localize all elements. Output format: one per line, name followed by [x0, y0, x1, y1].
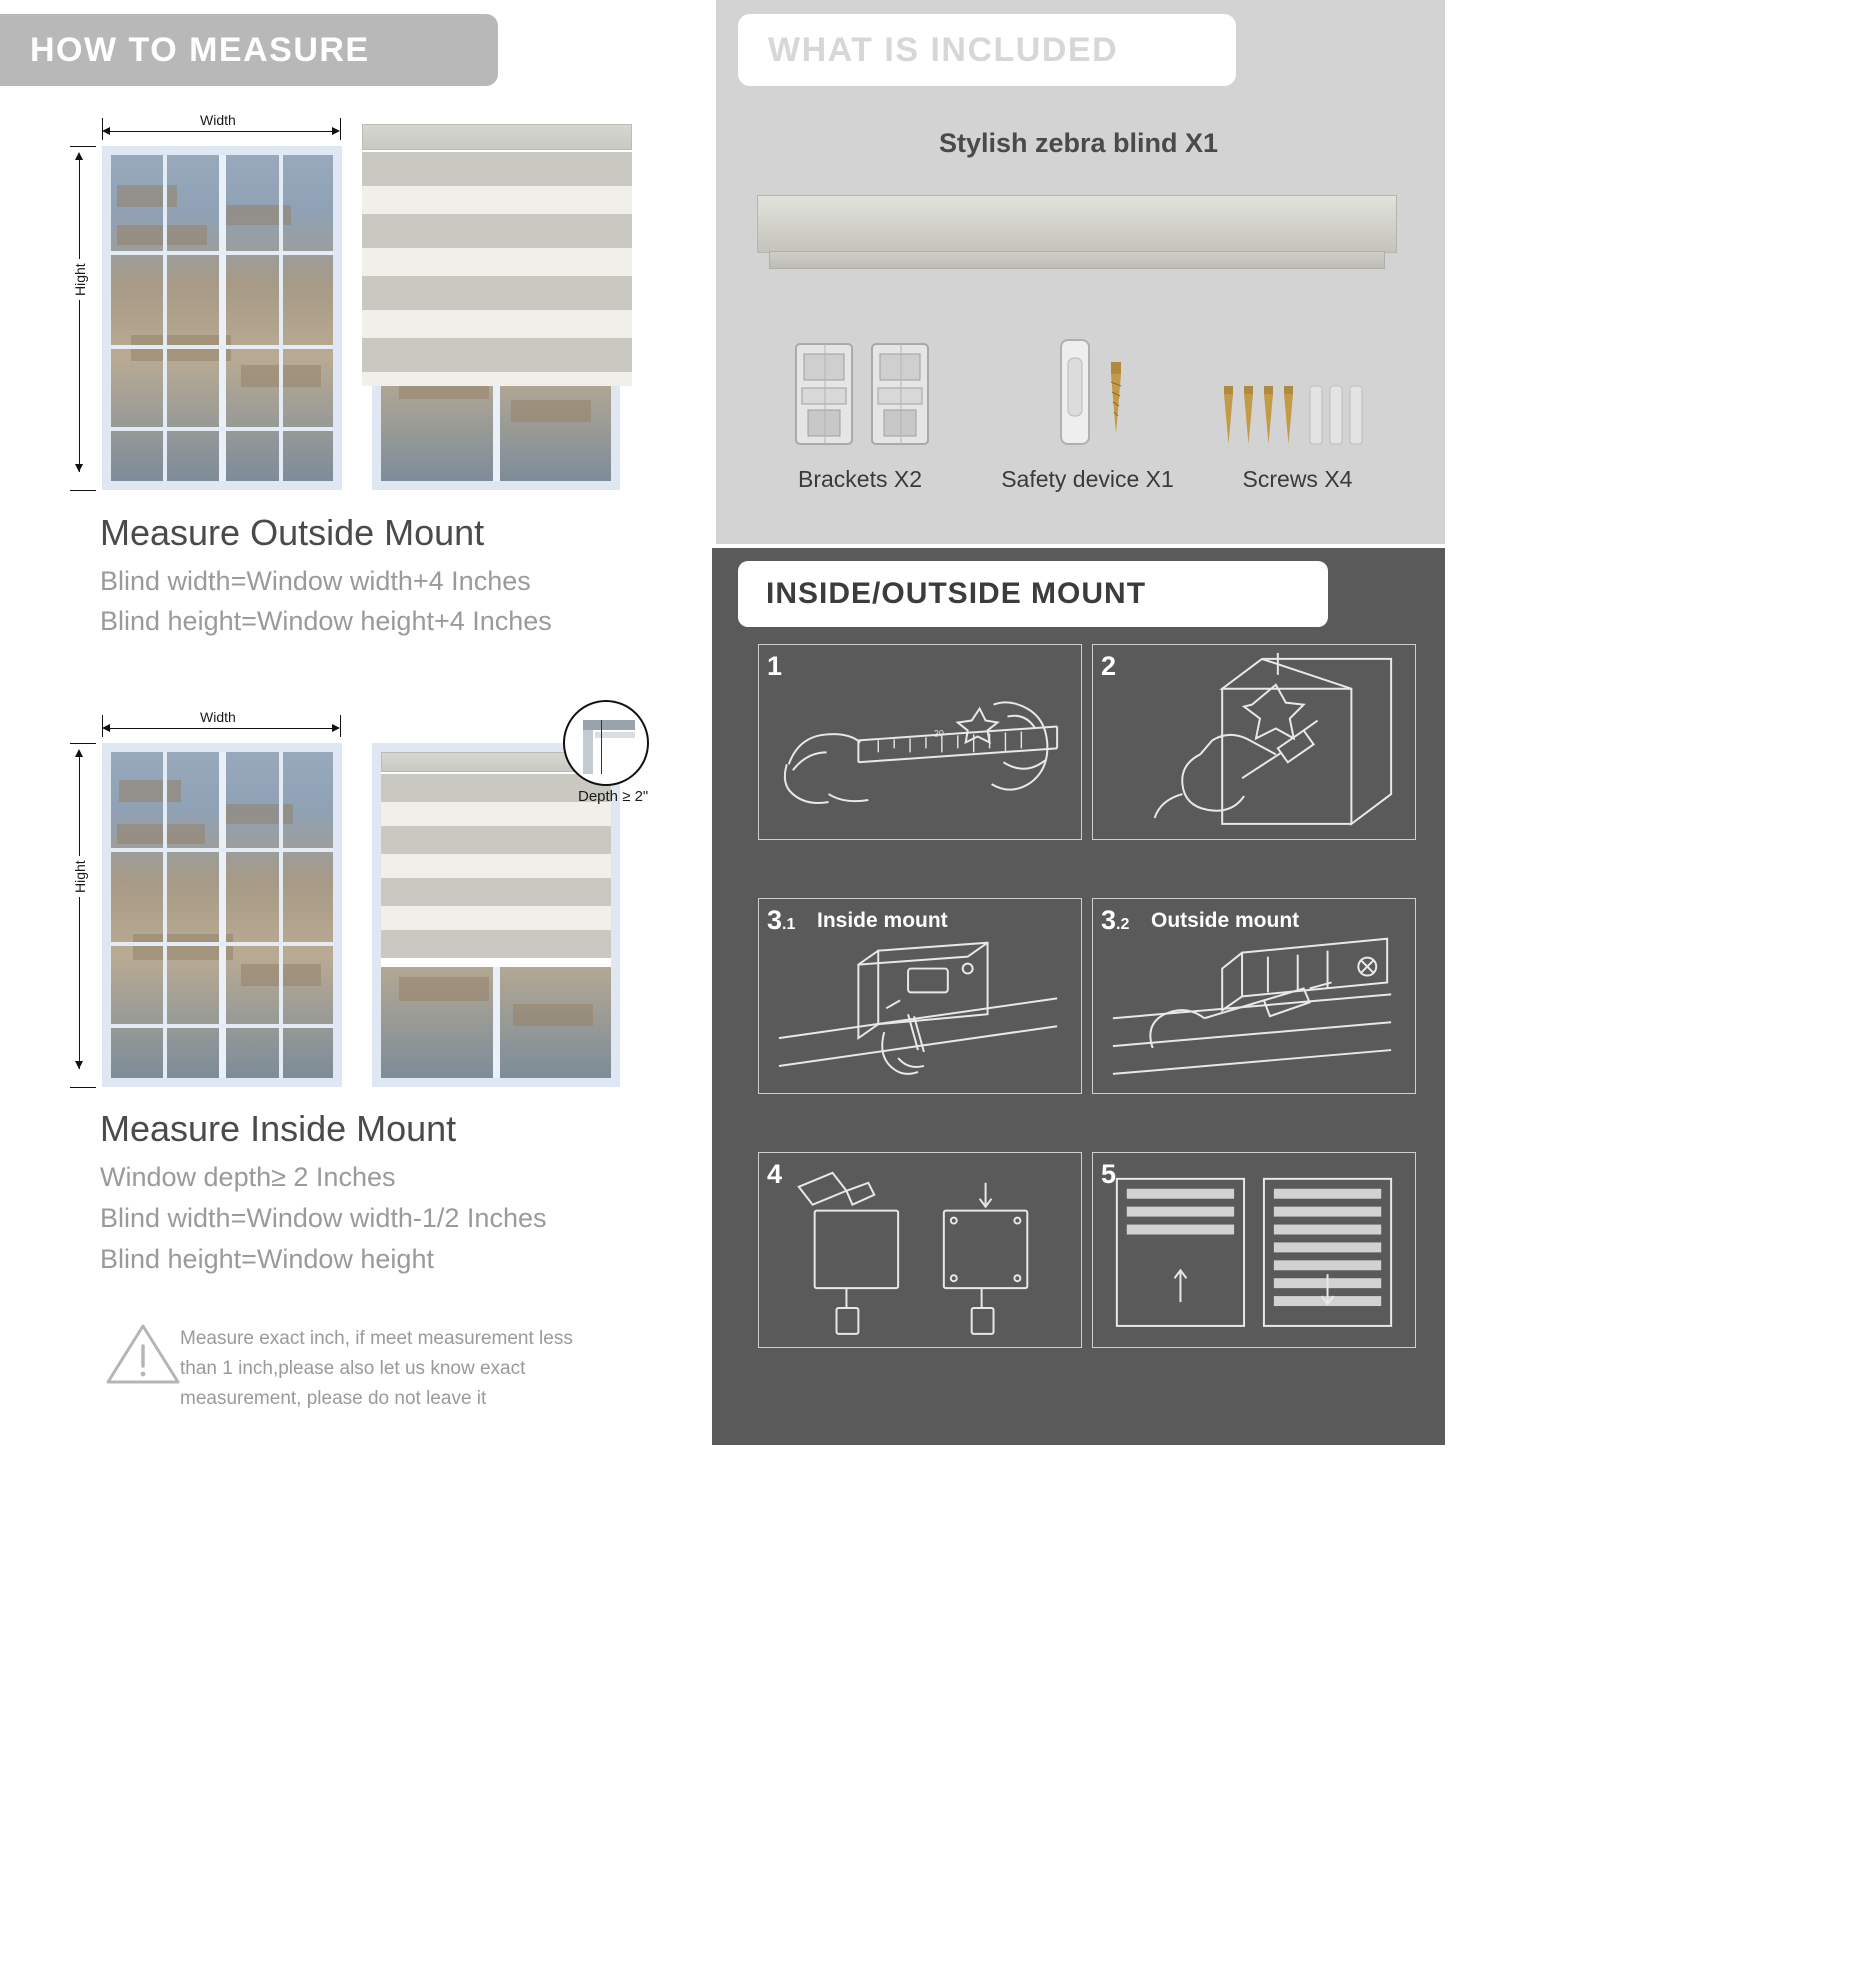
- outside-height-arrowhead-top: [75, 152, 83, 160]
- outside-height-tick-top: [70, 146, 96, 147]
- outside-height-arrow: [79, 160, 80, 472]
- inside-mount-line1: Window depth≥ 2 Inches: [100, 1162, 396, 1192]
- depth-callout-circle: [563, 700, 649, 786]
- blind-stripe: [362, 338, 632, 372]
- step-3-2: [1092, 898, 1416, 1094]
- inside-mount-heading: Measure Inside Mount: [100, 1108, 457, 1149]
- inside-height-label: Hight: [72, 856, 88, 897]
- what-is-included-title: WHAT IS INCLUDED: [768, 30, 1119, 69]
- inside-width-tick-left: [102, 715, 103, 737]
- blind-stripe: [362, 248, 632, 276]
- step-2-caption: Punch at marked position: [1804, 1393, 1873, 1484]
- step-4-caption: Install the blind: [1470, 1901, 1523, 1969]
- blind-stripe: [381, 906, 611, 930]
- window-grid: [163, 752, 167, 1078]
- how-to-measure-panel: [0, 0, 712, 1445]
- outside-width-tick-left: [102, 118, 103, 140]
- depth-label: Depth ≥ 2": [578, 788, 649, 805]
- window-mullion: [219, 752, 226, 1078]
- how-to-measure-banner: [0, 14, 498, 86]
- window-grid: [111, 848, 333, 852]
- inside-width-arrowhead-right: [332, 724, 340, 732]
- step-3-1-caption: Drill holes & Inside bracket: [1470, 1648, 1536, 1762]
- what-is-included-banner: [738, 14, 1236, 86]
- inside-outside-mount-title: INSIDE/OUTSIDE MOUNT: [766, 577, 1147, 610]
- inside-outside-mount-panel: [712, 548, 1873, 1969]
- outside-mount-line1: Blind width=Window width+4 Inches: [100, 566, 531, 596]
- warning-line3: measurement, please do not leave it: [180, 1388, 487, 1409]
- screws-icon-group: [1222, 386, 1302, 448]
- safety-device-icon: [1055, 336, 1095, 448]
- blind-stripe: [362, 186, 632, 214]
- blind-stripe: [362, 372, 632, 386]
- screw-icon-single: [1103, 360, 1129, 440]
- outside-height-tick-bottom: [70, 490, 96, 491]
- included-main-item-label: Stylish zebra blind X1: [938, 128, 1219, 158]
- brick: [511, 400, 591, 422]
- warning-icon-box: [104, 1320, 182, 1386]
- zebra-blind-outside: [362, 124, 632, 386]
- how-to-measure-title: HOW TO MEASURE: [30, 30, 370, 69]
- step-4: [758, 1152, 1082, 1348]
- step-5-caption: Finish: [1804, 1901, 1858, 1923]
- blind-stripe: [381, 802, 611, 826]
- warning-line2: than 1 inch,please also let us know exact: [180, 1358, 526, 1379]
- blind-stripe: [362, 276, 632, 310]
- outside-mount-line2: Blind height=Window height+4 Inches: [100, 606, 552, 636]
- step-3-1-label: Inside mount: [817, 909, 948, 932]
- outside-width-arrowhead-left: [102, 127, 110, 135]
- step-5: [1092, 1152, 1416, 1348]
- hand-tape-measure-icon: [759, 645, 1081, 840]
- step-3-2-caption: Drill holes & Inside bracket: [1804, 1648, 1870, 1762]
- outside-width-arrowhead-right: [332, 127, 340, 135]
- warning-line1: Measure exact inch, if meet measurement less: [180, 1328, 573, 1349]
- window-grid: [279, 155, 283, 481]
- window-grid: [111, 1024, 333, 1028]
- bracket-icon-1: [790, 340, 860, 450]
- step-2-number: 2: [1101, 651, 1117, 681]
- part-caption-brackets: Brackets X2: [798, 466, 922, 492]
- step-1: [758, 644, 1082, 840]
- warning-triangle-icon: [104, 1320, 182, 1386]
- step-3-1-number-main: 3: [767, 905, 783, 935]
- outside-width-label: Width: [196, 112, 240, 128]
- step-3-2-label: Outside mount: [1151, 909, 1300, 932]
- finished-blind-icon: [1093, 1153, 1415, 1348]
- blind-stripe: [381, 854, 611, 878]
- inside-width-label: Width: [196, 709, 240, 725]
- bracket-outside-icon: [1093, 899, 1415, 1094]
- window-grid: [111, 942, 333, 946]
- blind-stripe: [362, 310, 632, 338]
- inside-mount-line2: Blind width=Window width-1/2 Inches: [100, 1203, 547, 1233]
- brick: [117, 185, 177, 207]
- brick: [399, 977, 489, 1001]
- inside-height-tick-top: [70, 743, 96, 744]
- step-2: [1092, 644, 1416, 840]
- outside-width-tick-right: [340, 118, 341, 140]
- step-3-1-number-sub: .1: [782, 916, 796, 933]
- blind-bottomrail-graphic: [769, 251, 1385, 269]
- outside-mount-heading: Measure Outside Mount: [100, 512, 485, 553]
- drill-icon: [1093, 645, 1415, 840]
- inside-width-arrowhead-left: [102, 724, 110, 732]
- svg-text:20: 20: [933, 728, 944, 739]
- blind-stripe: [381, 826, 611, 854]
- part-caption-safety: Safety device X1: [1001, 466, 1174, 492]
- blind-headrail: [362, 124, 632, 150]
- brick: [117, 824, 205, 844]
- wall-anchors-icon: [1308, 386, 1380, 448]
- inside-height-arrowhead-top: [75, 749, 83, 757]
- blind-headrail-graphic: [757, 195, 1397, 253]
- bracket-screwdriver-icon: [759, 899, 1081, 1094]
- brick: [119, 780, 181, 802]
- window-grid: [163, 155, 167, 481]
- step-4-number: 4: [767, 1159, 783, 1189]
- brick: [133, 934, 233, 960]
- inside-height-tick-bottom: [70, 1087, 96, 1088]
- inside-height-arrow: [79, 757, 80, 1069]
- included-blind-graphic: [757, 195, 1397, 270]
- blind-stripe: [381, 878, 611, 906]
- blind-stripe: [362, 152, 632, 186]
- zebra-blind-inside: [381, 752, 611, 967]
- outside-height-arrowhead-bottom: [75, 464, 83, 472]
- inside-mount-line3: Blind height=Window height: [100, 1244, 434, 1274]
- part-caption-screws: Screws X4: [1242, 466, 1353, 492]
- brick: [117, 225, 207, 245]
- window-outside-plain: [102, 146, 342, 490]
- step-3-2-number-sub: .2: [1116, 916, 1130, 933]
- window-grid: [279, 752, 283, 1078]
- inside-width-tick-right: [340, 715, 341, 737]
- step-5-number: 5: [1101, 1159, 1117, 1189]
- step-1-number: 1: [767, 651, 783, 681]
- inside-width-arrow: [110, 728, 332, 729]
- inside-outside-mount-banner: [738, 561, 1328, 627]
- outside-height-label: Hight: [72, 259, 88, 300]
- step-3-1: [758, 898, 1082, 1094]
- step-3-2-number-main: 3: [1101, 905, 1117, 935]
- brick: [513, 1004, 593, 1026]
- window-grid: [111, 427, 333, 431]
- install-blind-icon: [759, 1153, 1081, 1348]
- blind-stripe: [362, 214, 632, 248]
- step-1-caption: Mark install loca- tions: [1470, 1393, 1522, 1484]
- outside-width-arrow: [110, 131, 332, 132]
- window-grid: [111, 345, 333, 349]
- window-mullion: [219, 155, 226, 481]
- window-grid: [111, 251, 333, 255]
- blind-stripe: [381, 930, 611, 958]
- window-inside-plain: [102, 743, 342, 1087]
- bracket-icon-2: [866, 340, 936, 450]
- blind-stripe: [381, 774, 611, 802]
- inside-height-arrowhead-bottom: [75, 1061, 83, 1069]
